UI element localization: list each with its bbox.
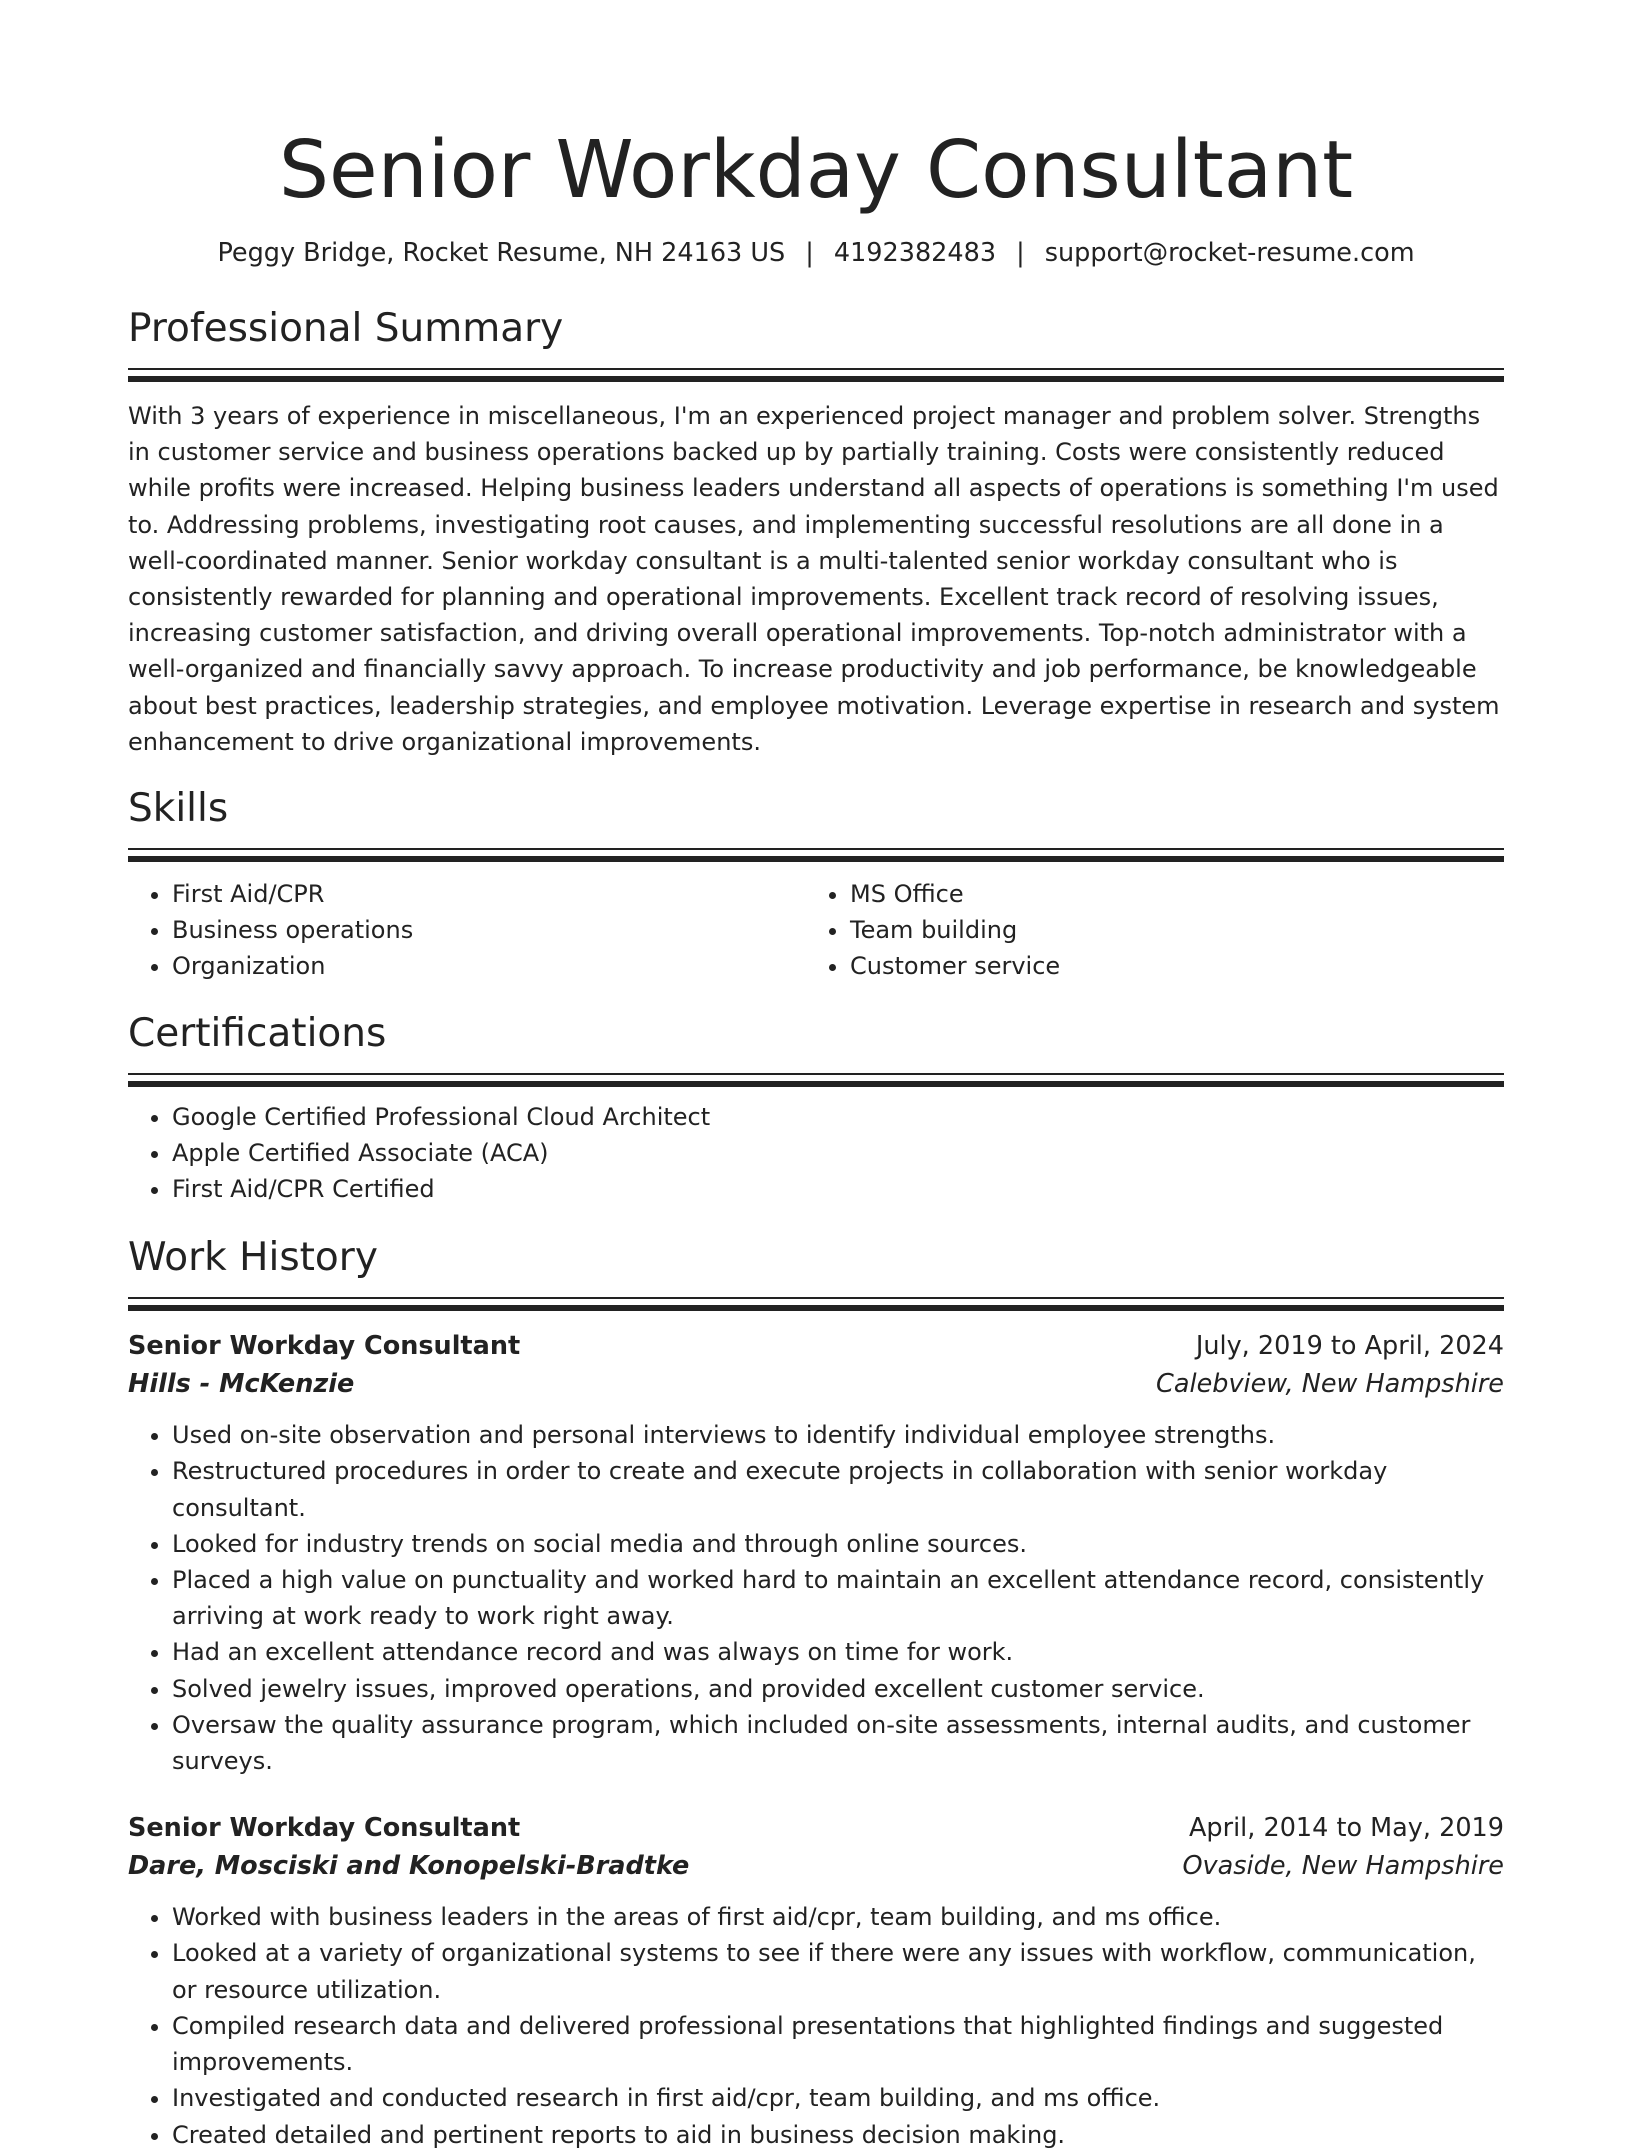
list-item: • Apple Certified Associate (ACA) bbox=[172, 1135, 1504, 1171]
section-title-summary: Professional Summary bbox=[128, 306, 564, 351]
job-dates: July, 2019 to April, 2024 bbox=[1195, 1331, 1504, 1362]
list-item: • Oversaw the quality assurance program, which included on-site assessments, internal audits, and customer surveys. bbox=[172, 1707, 1504, 1779]
contact-line bbox=[128, 236, 1504, 270]
job-header bbox=[128, 1809, 1504, 1847]
job-title: Senior Workday Consultant bbox=[128, 1813, 521, 1844]
job-bullets bbox=[128, 1899, 1504, 2152]
resume-page bbox=[128, 0, 1504, 2153]
certifications-section bbox=[128, 1009, 1504, 1208]
section-title-certifications: Certifications bbox=[128, 1010, 387, 1056]
job-subheader bbox=[128, 1847, 1504, 1885]
job-location: Ovaside, New Hampshire bbox=[1182, 1851, 1504, 1882]
resume-name: Senior Workday Consultant bbox=[278, 124, 1354, 216]
job-location: Calebview, New Hampshire bbox=[1156, 1369, 1504, 1400]
job-entry bbox=[128, 1327, 1504, 1779]
job-company: Dare, Mosciski and Konopelski-Bradtke bbox=[128, 1851, 690, 1882]
section-title-work: Work History bbox=[128, 1235, 378, 1281]
skills-list-right bbox=[806, 876, 1484, 985]
list-item: • First Aid/CPR bbox=[172, 876, 806, 912]
summary-section bbox=[128, 304, 1504, 760]
list-item: • Had an excellent attendance record and was always on time for work. bbox=[172, 1634, 1504, 1670]
section-divider bbox=[128, 1297, 1504, 1299]
job-subheader bbox=[128, 1365, 1504, 1403]
list-item: • Worked with business leaders in the areas of first aid/cpr, team building, and ms office. bbox=[172, 1899, 1504, 1935]
job-bullets bbox=[128, 1417, 1504, 1779]
skills-section bbox=[128, 784, 1504, 985]
list-item: • Solved jewelry issues, improved operations, and provided excellent customer service. bbox=[172, 1671, 1504, 1707]
list-item: • Investigated and conducted research in first aid/cpr, team building, and ms office. bbox=[172, 2080, 1504, 2116]
section-divider bbox=[128, 856, 1504, 862]
contact-email[interactable]: support@rocket-resume.com bbox=[1044, 238, 1415, 268]
job-header bbox=[128, 1327, 1504, 1365]
list-item: • Looked at a variety of organizational systems to see if there were any issues with workflow, communication, or resource utilization. bbox=[172, 1935, 1504, 2007]
list-item: • Customer service bbox=[850, 948, 1484, 984]
list-item: • MS Office bbox=[850, 876, 1484, 912]
section-divider bbox=[128, 1305, 1504, 1311]
list-item: • First Aid/CPR Certified bbox=[172, 1171, 1504, 1207]
job-entry bbox=[128, 1809, 1504, 2152]
section-divider bbox=[128, 1081, 1504, 1087]
skills-columns bbox=[128, 876, 1504, 985]
contact-address: Peggy Bridge, Rocket Resume, NH 24163 US bbox=[217, 238, 786, 268]
section-divider bbox=[128, 376, 1504, 382]
work-section bbox=[128, 1233, 1504, 2152]
list-item: • Compiled research data and delivered professional presentations that highlighted findings and suggested improvements. bbox=[172, 2008, 1504, 2080]
list-item: • Business operations bbox=[172, 912, 806, 948]
job-company: Hills - McKenzie bbox=[128, 1369, 355, 1400]
list-item: • Created detailed and pertinent reports to aid in business decision making. bbox=[172, 2117, 1504, 2153]
list-item: • Used on-site observation and personal interviews to identify individual employee strengths. bbox=[172, 1417, 1504, 1453]
section-divider bbox=[128, 1073, 1504, 1075]
list-item: • Team building bbox=[850, 912, 1484, 948]
list-item: • Placed a high value on punctuality and worked hard to maintain an excellent attendance record, consistently arriving at work ready to work right away. bbox=[172, 1562, 1504, 1634]
summary-text: With 3 years of experience in miscellaneous, I'm an experienced project manager and problem solver. Strengths in customer service and business operations backed up by partially training. Costs were consistently reduced while profits were increased. Helping business leaders understand all aspects of operations is something I'm used to. Addressing problems, investigating root causes, and implementing successful resolutions are all done in a well-coordinated manner. Senior workday consultant is a multi-talented senior workday consultant who is consistently rewarded for planning and operational improvements. Excellent track record of resolving issues, increasing customer satisfaction, and driving overall operational improvements. Top-notch administrator with a well-organized and financially savvy approach. To increase productivity and job performance, be knowledgeable about best practices, leadership strategies, and employee motivation. Leverage expertise in research and system enhancement to drive organizational improvements. bbox=[128, 402, 1500, 756]
skills-list-left bbox=[128, 876, 806, 985]
list-item: • Restructured procedures in order to create and execute projects in collaboration with senior workday consultant. bbox=[172, 1453, 1504, 1525]
certifications-list bbox=[128, 1099, 1504, 1208]
job-title: Senior Workday Consultant bbox=[128, 1331, 521, 1362]
contact-separator: | bbox=[1016, 238, 1025, 268]
list-item: • Google Certified Professional Cloud Architect bbox=[172, 1099, 1504, 1135]
section-title-skills: Skills bbox=[128, 786, 229, 832]
contact-separator: | bbox=[805, 238, 814, 268]
list-item: • Organization bbox=[172, 948, 806, 984]
section-divider bbox=[128, 368, 1504, 370]
list-item: • Looked for industry trends on social media and through online sources. bbox=[172, 1526, 1504, 1562]
section-divider bbox=[128, 848, 1504, 850]
contact-phone: 4192382483 bbox=[833, 238, 997, 268]
job-dates: April, 2014 to May, 2019 bbox=[1188, 1813, 1504, 1844]
